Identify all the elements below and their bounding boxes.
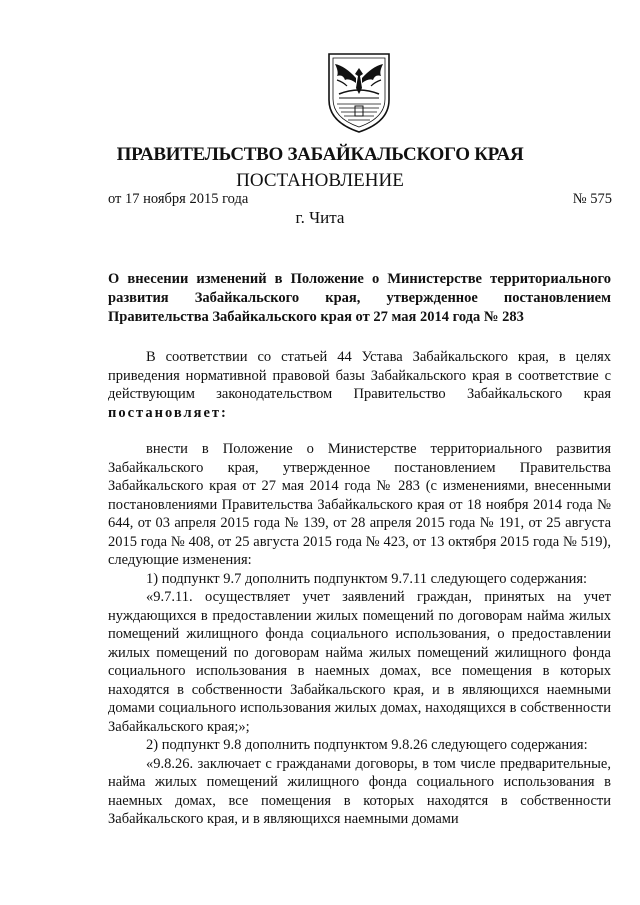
- government-title: ПРАВИТЕЛЬСТВО ЗАБАЙКАЛЬСКОГО КРАЯ: [116, 144, 524, 165]
- document-subject: О внесении изменений в Положение о Министерстве территориального развития Забайкальского края, утвержденное постановлением Правительства Забайкальского края от 27 мая 2014 года № 283: [108, 271, 611, 325]
- preamble-text: В соответствии со статьей 44 Устава Забайкальского края, в целях приведения нормативной правовой базы Забайкальского края в соответствие с действующим законодательством Правительство Забайкальского края: [108, 349, 611, 402]
- document-date: от 17 ноября 2015 года: [108, 191, 249, 207]
- body-paragraph-1: внести в Положение о Министерстве территориального развития Забайкальского края, утвержденное постановлением Правительства Забайкальского края от 27 мая 2014 года № 283 (с изменениями, внесенными постановлениями Правительства Забайкальского края от 18 ноября 2014 года № 644, от 03 апреля 2015 года № 139, от 28 апреля 2015 года № 191, от 25 августа 2015 года № 408, от 25 августа 2015 года № 423, от 13 октября 2015 года № 519), следующие изменения:: [108, 441, 611, 568]
- preamble-paragraph: [108, 348, 611, 422]
- document-city: г. Чита: [295, 208, 345, 227]
- coat-of-arms-icon: [325, 50, 393, 134]
- body-paragraph-3: «9.7.11. осуществляет учет заявлений граждан, принятых на учет нуждающихся в предоставлении жилых помещений по договорам найма жилых помещений жилищного фонда социального использования, о предоставлении жилых помещений по договорам найма жилых помещений жилищного фонда социального использования в наемных домах, все помещения в которых находятся в собственности Забайкальского края, и в являющихся наемными домами социального использования жилых домах, находящихся в собственности Забайкальского края;»;: [108, 589, 611, 735]
- body-paragraph-4: 2) подпункт 9.8 дополнить подпунктом 9.8.26 следующего содержания:: [146, 737, 588, 753]
- body-paragraph-2: 1) подпункт 9.7 дополнить подпунктом 9.7.11 следующего содержания:: [146, 570, 588, 587]
- decree-word: постановляет:: [108, 404, 228, 421]
- document-type: ПОСТАНОВЛЕНИЕ: [236, 170, 404, 191]
- document-number: № 575: [572, 191, 612, 207]
- body-paragraph-5: «9.8.26. заключает с гражданами договоры, в том числе предварительные, найма жилых помещений жилищного фонда социального использования в наемных домах, все помещения в которых находятся в собственности Забайкальского края, и в являющихся наемными домами: [108, 755, 611, 827]
- document-body: [108, 348, 611, 829]
